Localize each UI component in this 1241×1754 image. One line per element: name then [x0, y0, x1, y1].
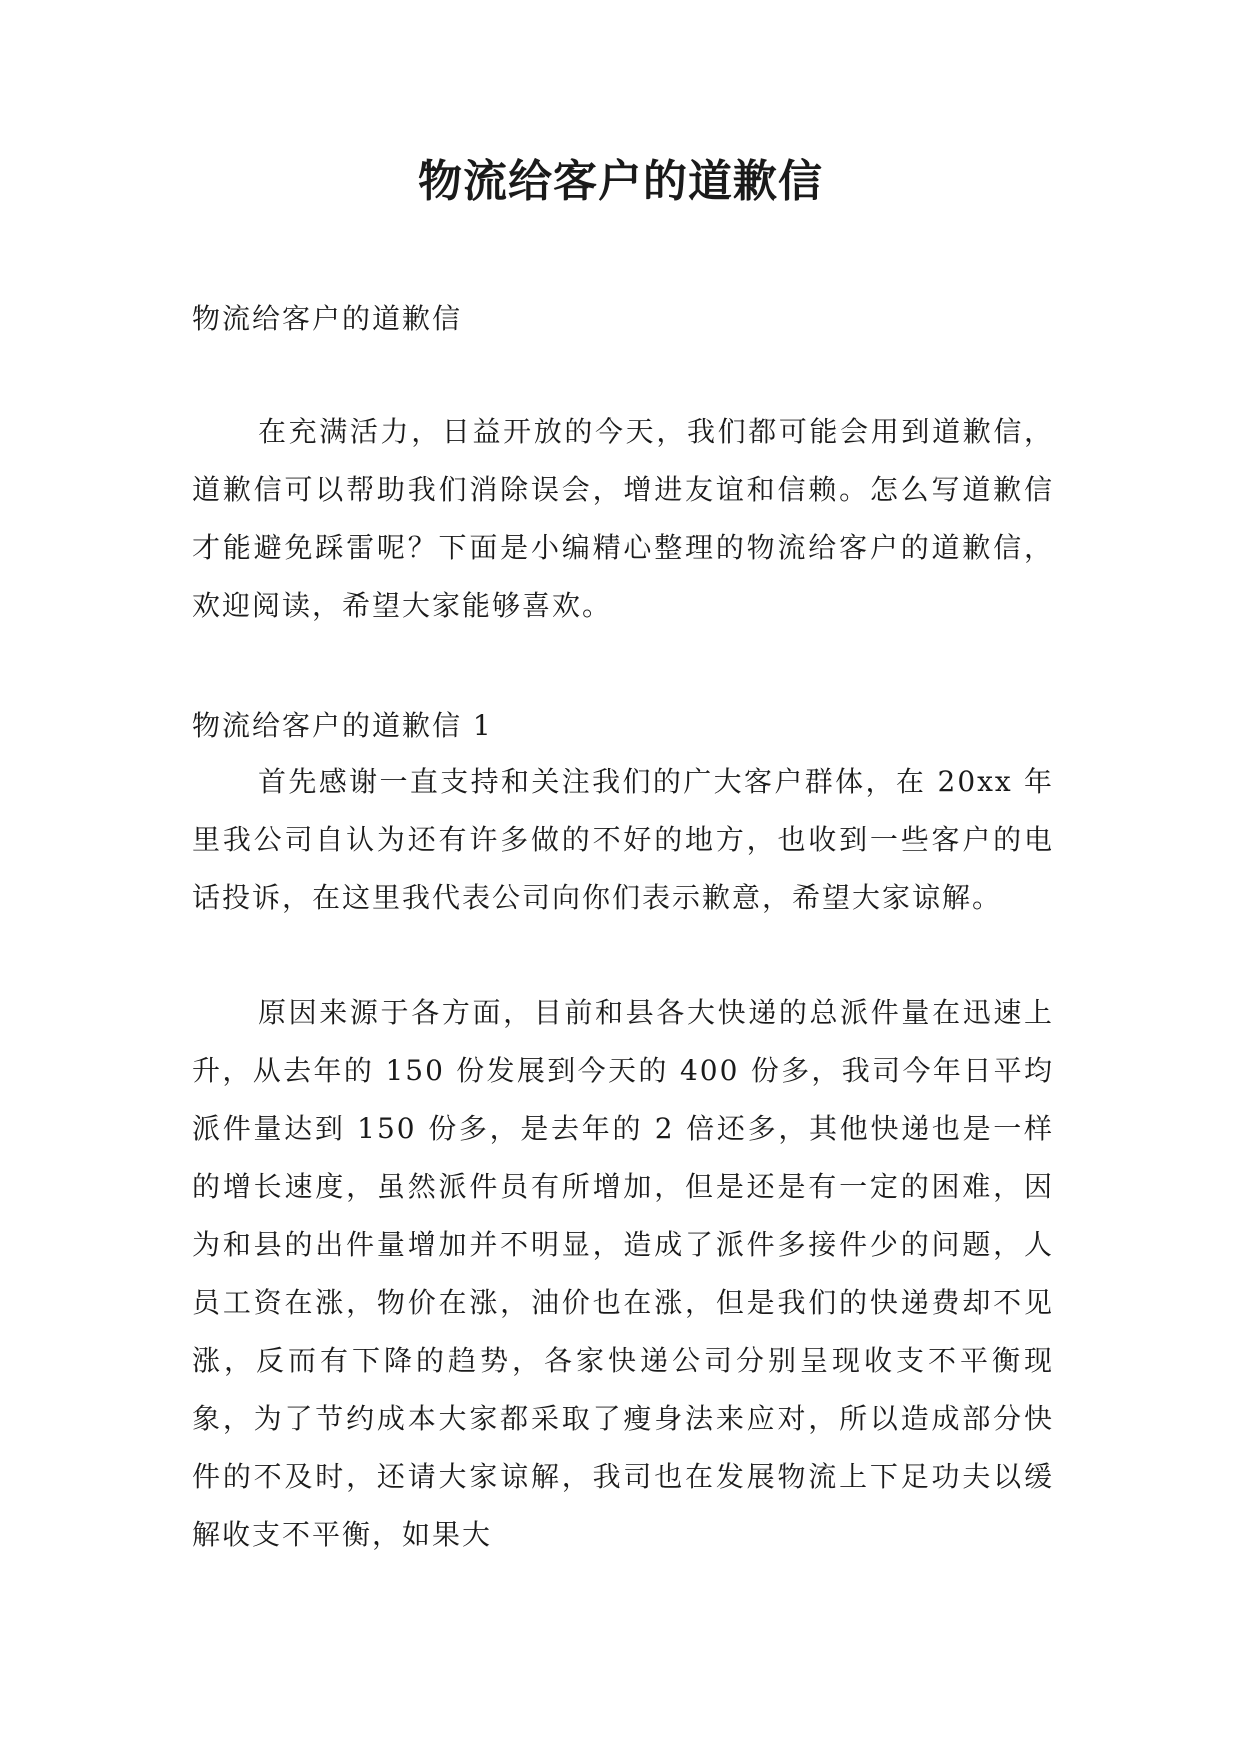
intro-paragraph: 在充满活力，日益开放的今天，我们都可能会用到道歉信，道歉信可以帮助我们消除误会，增进友谊和信赖。怎么写道歉信才能避免踩雷呢？下面是小编精心整理的物流给客户的道歉信，欢迎阅读，希望大家能够喜欢。 [192, 415, 1054, 622]
document-subtitle: 物流给客户的道歉信 [192, 302, 463, 335]
body-paragraph-1: 首先感谢一直支持和关注我们的广大客户群体，在 20xx 年里我公司自认为还有许多做的不好的地方，也收到一些客户的电话投诉，在这里我代表公司向你们表示歉意，希望大家谅解。 [192, 765, 1054, 914]
body-paragraph-2: 原因来源于各方面，目前和县各大快递的总派件量在迅速上升，从去年的 150 份发展到今天的 400 份多，我司今年日平均派件量达到 150 份多，是去年的 2 倍还多，其他快递也是一样的增长速度，虽然派件员有所增加，但是还是有一定的困难，因为和县的出件量增加并不明显，造成了派件多接件少的问题，人员工资在涨，物价在涨，油价也在涨，但是我们的快递费却不见涨，反而有下降的趋势，各家快递公司分别呈现收支不平衡现象，为了节约成本大家都采取了瘦身法来应对，所以造成部分快件的不及时，还请大家谅解，我司也在发展物流上下足功夫以缓解收支不平衡，如果大 [192, 996, 1054, 1551]
section-heading: 物流给客户的道歉信 1 [192, 709, 493, 742]
document-title: 物流给客户的道歉信 [418, 156, 823, 207]
